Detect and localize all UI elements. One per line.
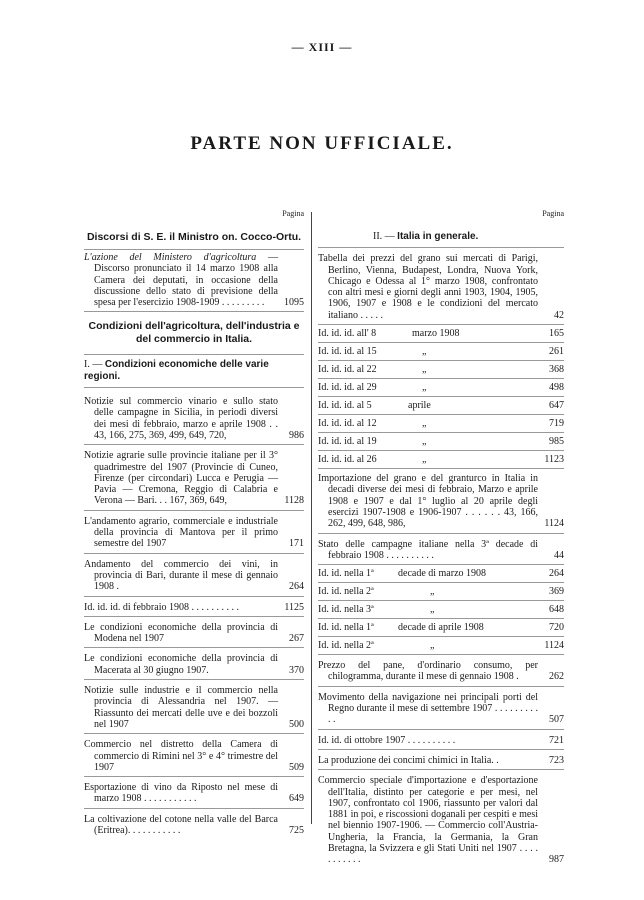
toc-entry-text: Le condizioni economiche della provincia di Macerata al 30 giugno 1907. bbox=[84, 653, 278, 676]
toc-entry-text: Tabella dei prezzi del grano sui mercati di Parigi, Berlino, Vienna, Budapest, Londra, Nuova York, Chicago e Odessa al 1° marzo 1908, confrontato con altri mesi e giorni degli anni 1903, 1904, 1905, 1906, 1907 e 1908 e le condizioni del mercato italiano . . . . . bbox=[318, 253, 538, 321]
toc-entry-text: Notizie sulle industrie e il commercio nella provincia di Alessandria nel 1907. — Riassunto dei mercati delle uve e dei bozzoli nel 1907 bbox=[84, 685, 278, 730]
toc-entry-page: 262 bbox=[549, 671, 564, 683]
toc-entry-page: 261 bbox=[549, 346, 564, 358]
subsection-title: Condizioni economiche delle varie regioni. bbox=[84, 359, 269, 382]
row-month: decade di aprile 1908 bbox=[398, 622, 484, 634]
row-month: decade di marzo 1908 bbox=[398, 568, 487, 580]
pagina-label-left: Pagina bbox=[282, 209, 304, 218]
toc-entry[interactable] bbox=[84, 597, 304, 617]
row-month: marzo 1908 bbox=[412, 328, 460, 340]
toc-entry-page: 264 bbox=[549, 568, 564, 580]
toc-entry-text: Stato delle campagne italiane nella 3ª decade di febbraio 1908 . . . . . . . . . . bbox=[318, 538, 538, 561]
row-label: Id. id. id. all' 8 bbox=[318, 328, 377, 340]
toc-entry[interactable] bbox=[318, 750, 564, 770]
toc-entry[interactable] bbox=[84, 617, 304, 649]
toc-row[interactable] bbox=[318, 565, 564, 583]
toc-entry[interactable] bbox=[84, 734, 304, 777]
toc-entry-page: 987 bbox=[549, 854, 564, 866]
section-heading-condizioni: Condizioni dell'agricoltura, dell'industria e del commercio in Italia. bbox=[84, 312, 304, 355]
toc-entry-text: L'andamento agrario, commerciale e industriale della provincia di Mantova per il primo semestre del 1907 bbox=[84, 515, 278, 550]
toc-entry[interactable] bbox=[318, 770, 564, 868]
toc-entry[interactable] bbox=[84, 511, 304, 554]
toc-entry-page: 985 bbox=[549, 436, 564, 448]
toc-row[interactable] bbox=[318, 397, 564, 415]
toc-entry-page: 721 bbox=[549, 734, 564, 746]
toc-row[interactable] bbox=[318, 325, 564, 343]
toc-entry-text: La coltivazione del cotone nella valle del Barca (Eritrea). . . . . . . . . . . bbox=[84, 813, 278, 836]
toc-row[interactable] bbox=[318, 379, 564, 397]
row-label: Id. id. nella 1ª bbox=[318, 568, 374, 580]
toc-entry-page: 1125 bbox=[284, 601, 304, 613]
toc-entry-page: 719 bbox=[549, 418, 564, 430]
row-label: Id. id. id. al 12 bbox=[318, 418, 377, 430]
row-month: „ bbox=[430, 640, 435, 652]
section-heading-discorsi: Discorsi di S. E. il Ministro on. Cocco-Ortu. bbox=[84, 227, 304, 250]
toc-entry-page: 267 bbox=[289, 633, 304, 645]
toc-entry-text bbox=[84, 252, 304, 308]
toc-entry[interactable] bbox=[84, 388, 304, 445]
row-label: Id. id. nella 1ª bbox=[318, 622, 374, 634]
toc-entry[interactable] bbox=[318, 534, 564, 566]
toc-entry-page: 1124 bbox=[544, 640, 564, 652]
toc-entry-page: 509 bbox=[289, 761, 304, 773]
page-number: — XIII — bbox=[291, 40, 353, 54]
pagina-label-right: Pagina bbox=[542, 209, 564, 218]
toc-entry-page: 368 bbox=[549, 364, 564, 376]
toc-entry-text: Id. id. id. di febbraio 1908 . . . . . . . . . . bbox=[84, 601, 239, 613]
toc-row[interactable] bbox=[318, 451, 564, 469]
toc-row[interactable] bbox=[318, 601, 564, 619]
subsection-title: Italia in generale. bbox=[397, 231, 479, 242]
toc-entry[interactable] bbox=[84, 777, 304, 809]
toc-row[interactable] bbox=[318, 415, 564, 433]
row-month: „ bbox=[422, 382, 427, 394]
toc-entry-page: 1123 bbox=[544, 454, 564, 466]
toc-entry-page: 369 bbox=[549, 586, 564, 598]
page-title: PARTE NON UFFICIALE. bbox=[190, 133, 454, 154]
toc-entry-page: 500 bbox=[289, 718, 304, 730]
toc-entry-text: Commercio speciale d'importazione e d'esportazione dell'Italia, distinto per categorie e per mesi, nel 1907, confrontato col 1906, riassunto per valori dal 1881 in poi, e riscossioni doganali per cespiti e mesi nel biennio 1907-1906. — Commercio coll'Austria-Ungheria, la Francia, la Germania, la Gran Bretagna, la Svizzera e gli Stati Uniti nel 1907 . . . . . . . . . . . bbox=[318, 775, 538, 866]
subsection-prefix: I. — bbox=[84, 359, 105, 371]
toc-entry-page: 498 bbox=[549, 382, 564, 394]
toc-entry-text: Commercio nel distretto della Camera di commercio di Rimini nel 3° e 4° trimestre del 1907 bbox=[84, 739, 278, 773]
toc-entry-page: 648 bbox=[549, 604, 564, 616]
row-month: „ bbox=[430, 586, 435, 598]
row-month: „ bbox=[422, 454, 427, 466]
toc-entry-page: 723 bbox=[549, 754, 564, 766]
row-label: Id. id. nella 3ª bbox=[318, 604, 374, 616]
toc-entry-text: Prezzo del pane, d'ordinario consumo, per chilogramma, durante il mese di gennaio 1908 . bbox=[318, 660, 538, 683]
toc-entry[interactable] bbox=[84, 680, 304, 734]
entry-italic-title: L'azione del Ministero d'agricoltura bbox=[84, 252, 257, 263]
toc-entry[interactable] bbox=[318, 248, 564, 325]
row-label: Id. id. id. al 26 bbox=[318, 454, 377, 466]
row-label: Id. id. nella 2ª bbox=[318, 640, 374, 652]
toc-row[interactable] bbox=[318, 361, 564, 379]
toc-entry[interactable] bbox=[318, 655, 564, 687]
row-month: „ bbox=[422, 436, 427, 448]
toc-row[interactable] bbox=[318, 343, 564, 361]
toc-entry-text: La produzione dei concimi chimici in Italia. . bbox=[318, 754, 499, 766]
toc-entry-page: 1124 bbox=[544, 518, 564, 530]
toc-entry-page: 1128 bbox=[284, 495, 304, 507]
row-label: Id. id. id. al 19 bbox=[318, 436, 377, 448]
subsection-prefix: II. — bbox=[373, 231, 398, 242]
toc-entry-text: Andamento del commercio dei vini, in provincia di Bari, durante il mese di gennaio 1908 . bbox=[84, 558, 278, 593]
row-month: aprile bbox=[408, 400, 431, 412]
subsection-heading-regioni bbox=[84, 355, 304, 388]
right-column bbox=[318, 208, 564, 869]
toc-entry-page: 649 bbox=[289, 793, 304, 805]
toc-entry[interactable] bbox=[318, 687, 564, 730]
toc-entry-page: 720 bbox=[549, 622, 564, 634]
toc-entry-page: 44 bbox=[554, 549, 564, 561]
toc-entry[interactable] bbox=[84, 648, 304, 680]
toc-entry-page: 725 bbox=[289, 824, 304, 836]
toc-entry[interactable] bbox=[318, 730, 564, 750]
toc-entry-page: 171 bbox=[289, 538, 304, 550]
row-label: Id. id. id. al 29 bbox=[318, 382, 377, 394]
toc-entry-page: 647 bbox=[549, 400, 564, 412]
toc-entry[interactable] bbox=[318, 469, 564, 533]
subsection-heading-italia bbox=[318, 227, 564, 248]
toc-row[interactable] bbox=[318, 619, 564, 637]
row-month: „ bbox=[430, 604, 435, 616]
row-label: Id. id. nella 2ª bbox=[318, 586, 374, 598]
toc-entry-text: Notizie sul commercio vinario e sullo stato delle campagne in Sicilia, in periodi diversi dei mesi di febbraio, marzo e aprile 1908 . . 43, 166, 275, 369, 499, 649, 720, bbox=[84, 396, 278, 441]
toc-entry-text: Id. id. di ottobre 1907 . . . . . . . . . . bbox=[318, 734, 456, 746]
toc-entry-text: Le condizioni economiche della provincia di Modena nel 1907 bbox=[84, 621, 278, 645]
toc-entry-text: Esportazione di vino da Riposto nel mese di marzo 1908 . . . . . . . . . . . bbox=[84, 782, 278, 805]
toc-row[interactable] bbox=[318, 583, 564, 601]
column-divider bbox=[311, 212, 312, 824]
toc-entry-page: 264 bbox=[289, 581, 304, 593]
toc-entry-text: Importazione del grano e del granturco in Italia in decadi diverse dei mesi di febbraio, Marzo e aprile 1908 e 1907 e dal 1° luglio al 20 aprile degli esercizi 1907-1908 e 1906-1907 . . . . . . 43, 166, 262, 499, 648, 986, bbox=[318, 473, 538, 530]
toc-entry[interactable] bbox=[84, 554, 304, 597]
toc-entry-page: 165 bbox=[549, 328, 564, 340]
toc-entry[interactable] bbox=[84, 445, 304, 510]
toc-entry-page: 507 bbox=[549, 714, 564, 726]
row-month: „ bbox=[422, 418, 427, 430]
toc-entry-page: 986 bbox=[289, 429, 304, 441]
toc-entry-page: 42 bbox=[554, 309, 564, 321]
row-month: „ bbox=[422, 346, 427, 358]
toc-entry-page: 1095 bbox=[284, 297, 304, 309]
toc-row[interactable] bbox=[318, 637, 564, 655]
row-label: Id. id. id. al 5 bbox=[318, 400, 372, 412]
toc-entry-text: Notizie agrarie sulle provincie italiane per il 3° quadrimestre del 1907 (Provincie di Cuneo, Firenze (per circondari) Lucca e Perugia — Pavia — Cremona, Reggio di Calabria e Verona — Bari. . . 167, 369, 649, bbox=[84, 450, 278, 507]
toc-entry-text: Movimento della navigazione nei principali porti del Regno durante il mese di settembre 1907 . . . . . . . . . . . bbox=[318, 691, 538, 726]
toc-entry[interactable] bbox=[84, 809, 304, 840]
row-label: Id. id. id. al 22 bbox=[318, 364, 377, 376]
row-label: Id. id. id. al 15 bbox=[318, 346, 377, 358]
left-column bbox=[84, 208, 304, 839]
toc-row[interactable] bbox=[318, 433, 564, 451]
entry-description: — Discorso pronunciato il 14 marzo 1908 alla Camera dei deputati, in occasione della discussione dello stato di previsione della spesa per l'esercizio 1908-1909 . . . . . . . . . bbox=[94, 252, 278, 309]
toc-entry-discorso[interactable] bbox=[84, 250, 304, 312]
row-month: „ bbox=[422, 364, 427, 376]
toc-entry-page: 370 bbox=[289, 664, 304, 676]
